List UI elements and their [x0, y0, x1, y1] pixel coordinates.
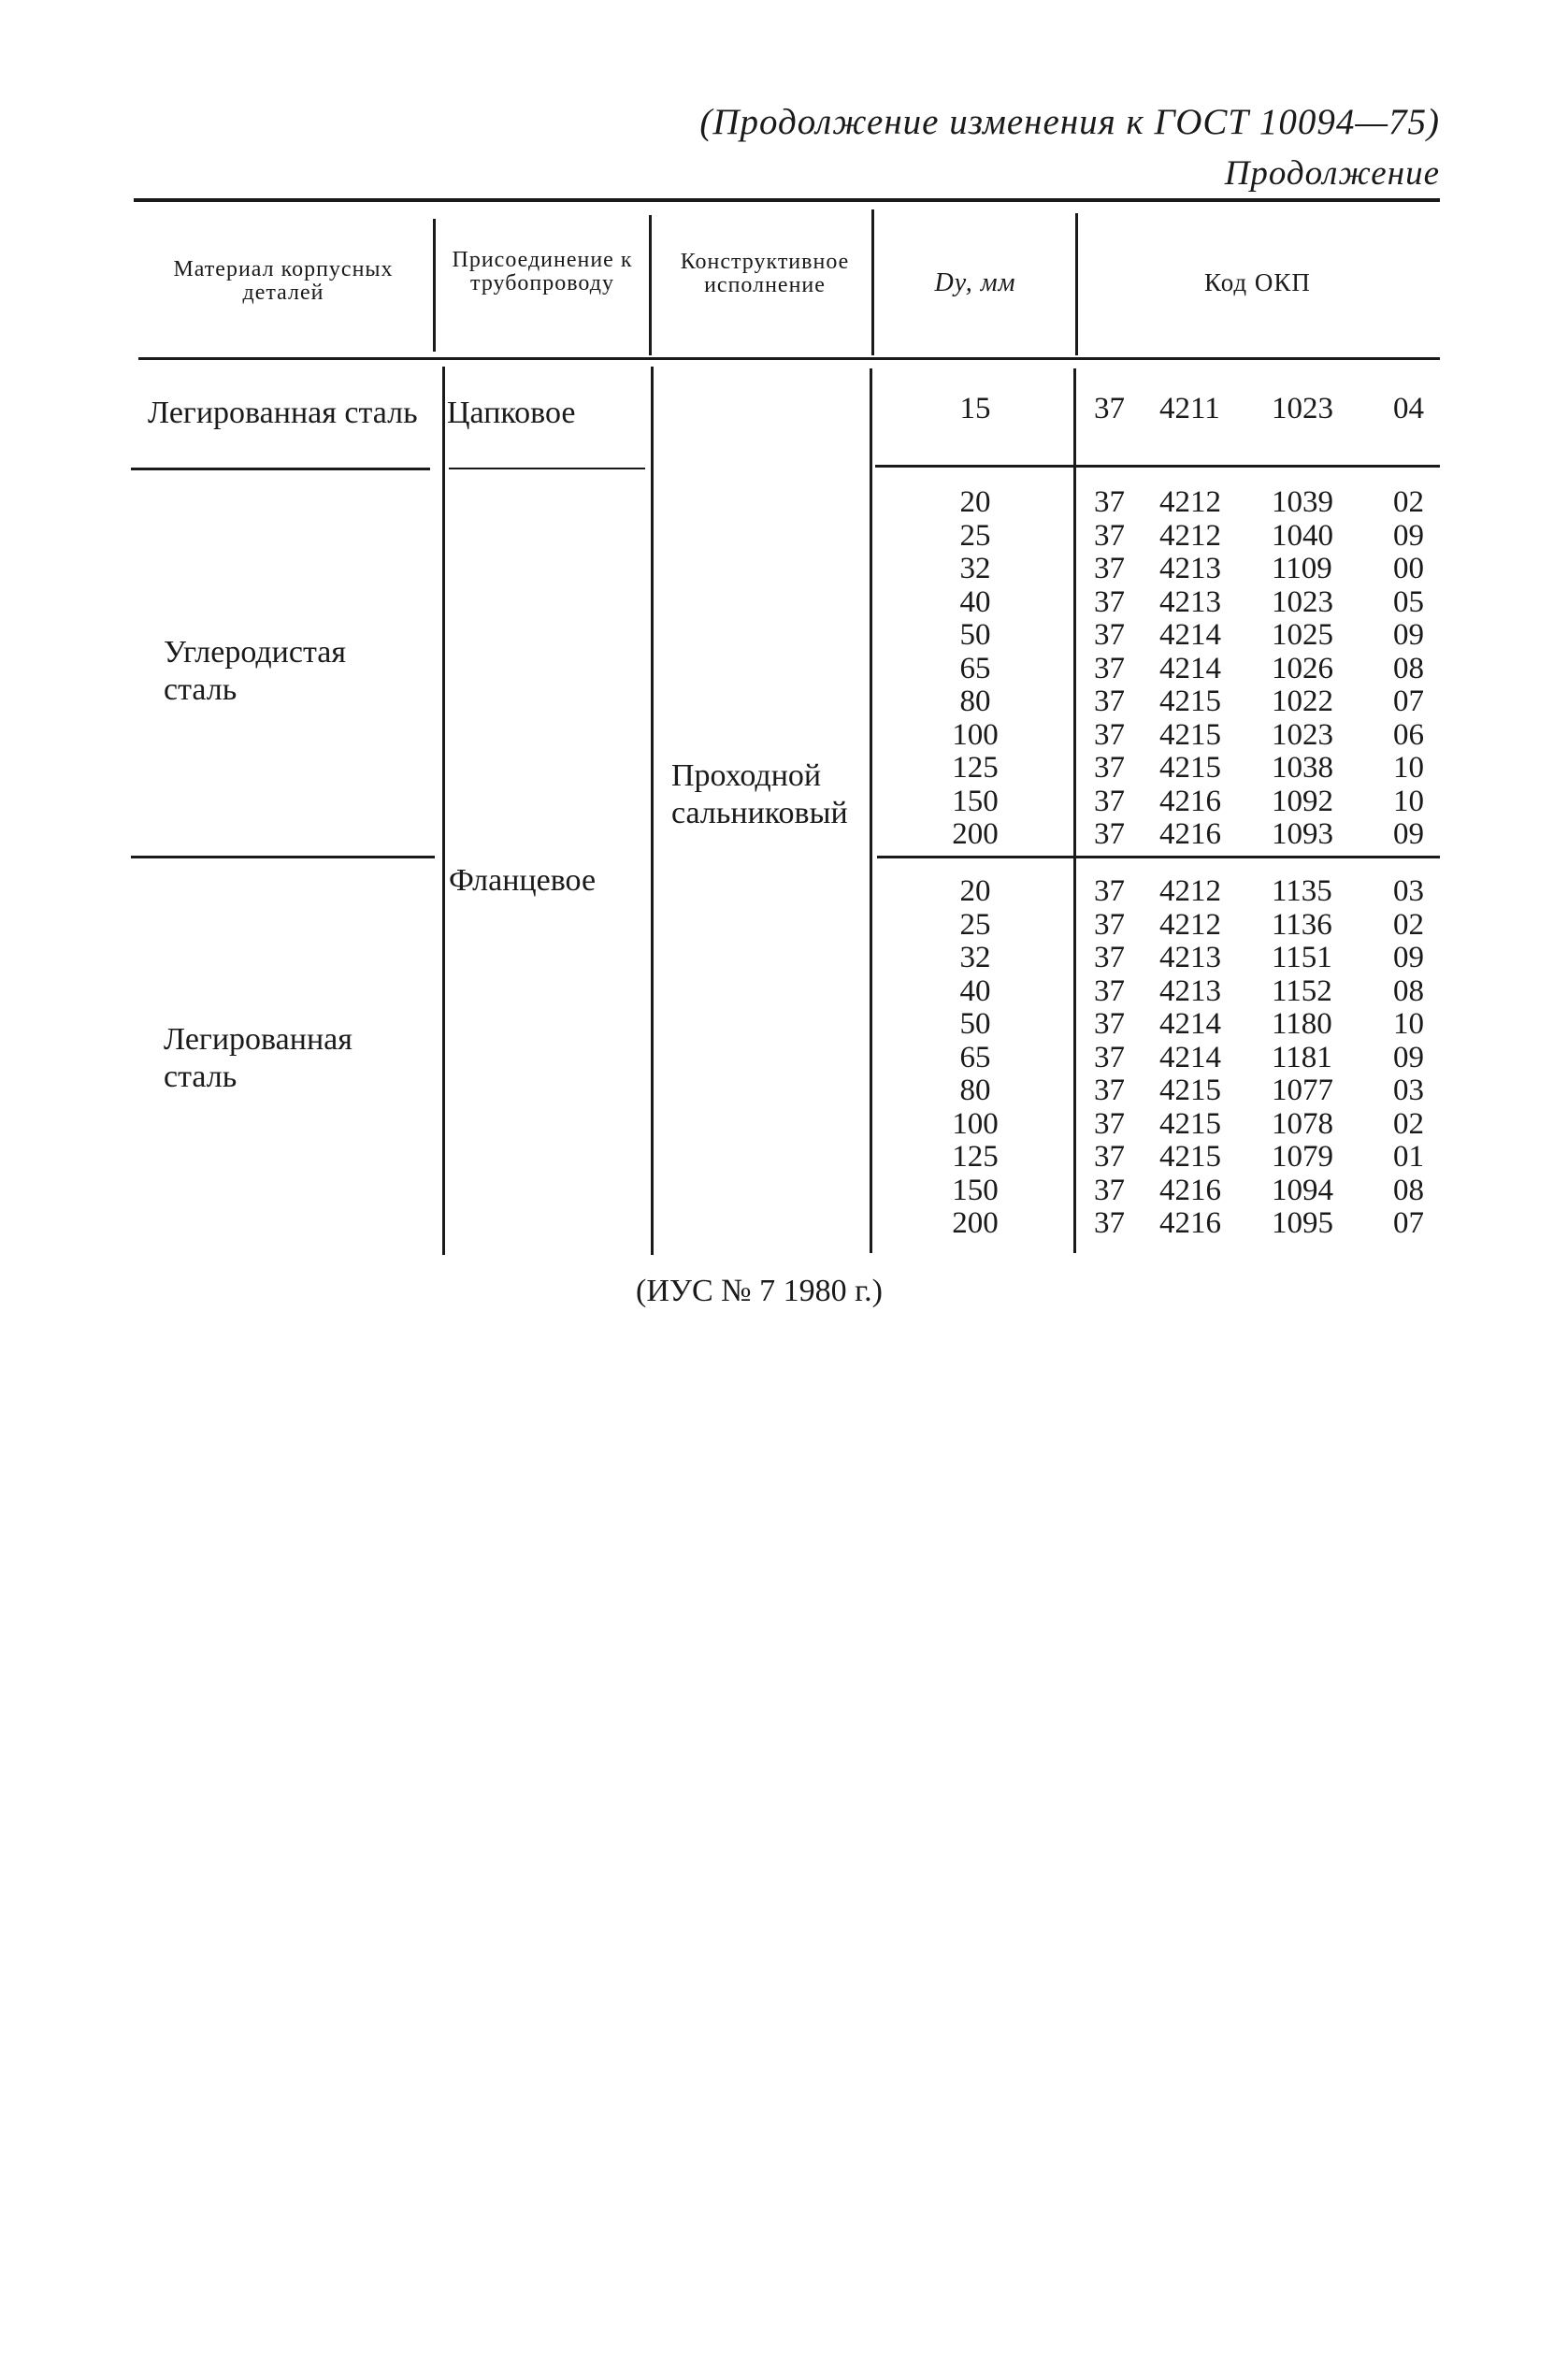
dn-value: 65: [959, 651, 991, 685]
okp-column-alloy: [1094, 875, 1440, 1241]
okp-code-row: 37 4216 1093 09: [1094, 817, 1424, 851]
okp-code-row: 37 4215 1038 10: [1094, 751, 1424, 785]
dn-value: 100: [952, 717, 999, 752]
dn-value: 80: [959, 685, 991, 718]
body-vline-4: [1073, 368, 1076, 1253]
col-header-design: Конструктивное исполнение: [680, 250, 850, 297]
head-vline-2: [649, 215, 652, 355]
body-vline-1: [442, 367, 445, 1255]
connection-flanged: Фланцевое: [449, 863, 597, 898]
sep-nipple: [449, 468, 645, 469]
okp-column-carbon: [1094, 486, 1440, 852]
okp-code-row: 37 4212 1039 02: [1094, 485, 1424, 519]
dn-value: 50: [959, 618, 991, 652]
okp-code-row: 37 4216 1094 08: [1094, 1173, 1424, 1207]
head-vline-4: [1075, 213, 1078, 355]
material-carbon: Углеродистая сталь: [164, 635, 346, 707]
dn-value: 150: [952, 784, 999, 818]
continuation-header: (Продолжение изменения к ГОСТ 10094—75): [699, 102, 1440, 142]
dn-column-carbon: [877, 486, 1073, 852]
dn-value: 80: [959, 1074, 991, 1107]
col-header-dn: Dу, мм: [934, 268, 1016, 297]
okp-code-row: 37 4214 1181 09: [1094, 1040, 1424, 1074]
continued-label: Продолжение: [1224, 154, 1440, 193]
okp-code-row: 37 4214 1026 08: [1094, 651, 1424, 685]
sep-carbon: [131, 856, 435, 858]
okp-code-row: 37 4215 1077 03: [1094, 1074, 1424, 1107]
dn-value: 50: [959, 1007, 991, 1041]
col-header-okp: Код ОКП: [1204, 268, 1311, 296]
table-top-rule: [134, 198, 1440, 202]
dn-value: 32: [959, 941, 991, 974]
sep-alloy-top: [131, 468, 430, 470]
dn-value: 200: [952, 1206, 999, 1240]
okp-code-row: 37 4214 1025 09: [1094, 618, 1424, 652]
col-header-material: Материал корпусных деталей: [173, 257, 394, 305]
dn-value: 125: [952, 1140, 999, 1174]
okp-code-row: 37 4216 1095 07: [1094, 1206, 1424, 1240]
dn-value: 32: [959, 552, 991, 585]
dn-value: 25: [959, 518, 991, 553]
okp-code-row: 37 4213 1109 00: [1094, 552, 1424, 585]
okp-code-row: 37 4213 1152 08: [1094, 973, 1424, 1008]
dn-value: 15: [959, 392, 991, 425]
dn-value: 200: [952, 817, 999, 851]
okp-code-row: 37 4213 1151 09: [1094, 941, 1424, 974]
body-vline-3: [870, 368, 872, 1253]
body-vline-2: [651, 367, 654, 1255]
dn-value: 25: [959, 907, 991, 942]
okp-code-part: 37: [1094, 392, 1125, 425]
okp-code-row: 37 4215 1078 02: [1094, 1106, 1424, 1141]
dn-value: 20: [959, 485, 991, 519]
material-alloy-bottom: Легированная сталь: [164, 1022, 352, 1094]
okp-code-row: 37 4215 1023 06: [1094, 717, 1424, 752]
okp-code-row: 37 4212 1040 09: [1094, 518, 1424, 553]
design-text: Проходной сальниковый: [671, 758, 848, 830]
head-vline-3: [871, 209, 874, 355]
connection-nipple: Цапковое: [447, 396, 576, 430]
okp-code-row: 37 4213 1023 05: [1094, 584, 1424, 619]
dn-value: 20: [959, 874, 991, 908]
okp-code-row: 37 4215 1079 01: [1094, 1140, 1424, 1174]
dn-value: 125: [952, 751, 999, 785]
okp-code-row: 37 4212 1135 03: [1094, 874, 1424, 908]
okp-code-row: 37 4214 1180 10: [1094, 1007, 1424, 1041]
footer-source: (ИУС № 7 1980 г.): [636, 1274, 883, 1308]
dn-value: 100: [952, 1106, 999, 1141]
okp-code-row: [1094, 393, 1440, 426]
col-header-connection: Присоединение к трубопроводу: [452, 248, 633, 296]
dn-column-alloy: [877, 875, 1073, 1241]
material-alloy-top: Легированная сталь: [148, 396, 418, 430]
okp-code-part: 04: [1393, 392, 1424, 425]
sep-carbon-rows: [877, 856, 1440, 858]
okp-code-row: 37 4216 1092 10: [1094, 784, 1424, 818]
okp-code-row: 37 4212 1136 02: [1094, 907, 1424, 942]
okp-code-row: 37 4215 1022 07: [1094, 685, 1424, 718]
dn-value: 150: [952, 1173, 999, 1207]
okp-code-part: 4211: [1159, 392, 1220, 425]
dn-value: 40: [959, 584, 991, 619]
table-head-rule: [138, 357, 1440, 360]
sep-first-row: [875, 465, 1440, 468]
dn-value: 40: [959, 973, 991, 1008]
dn-value: 65: [959, 1040, 991, 1074]
okp-code-part: 1023: [1272, 392, 1333, 425]
